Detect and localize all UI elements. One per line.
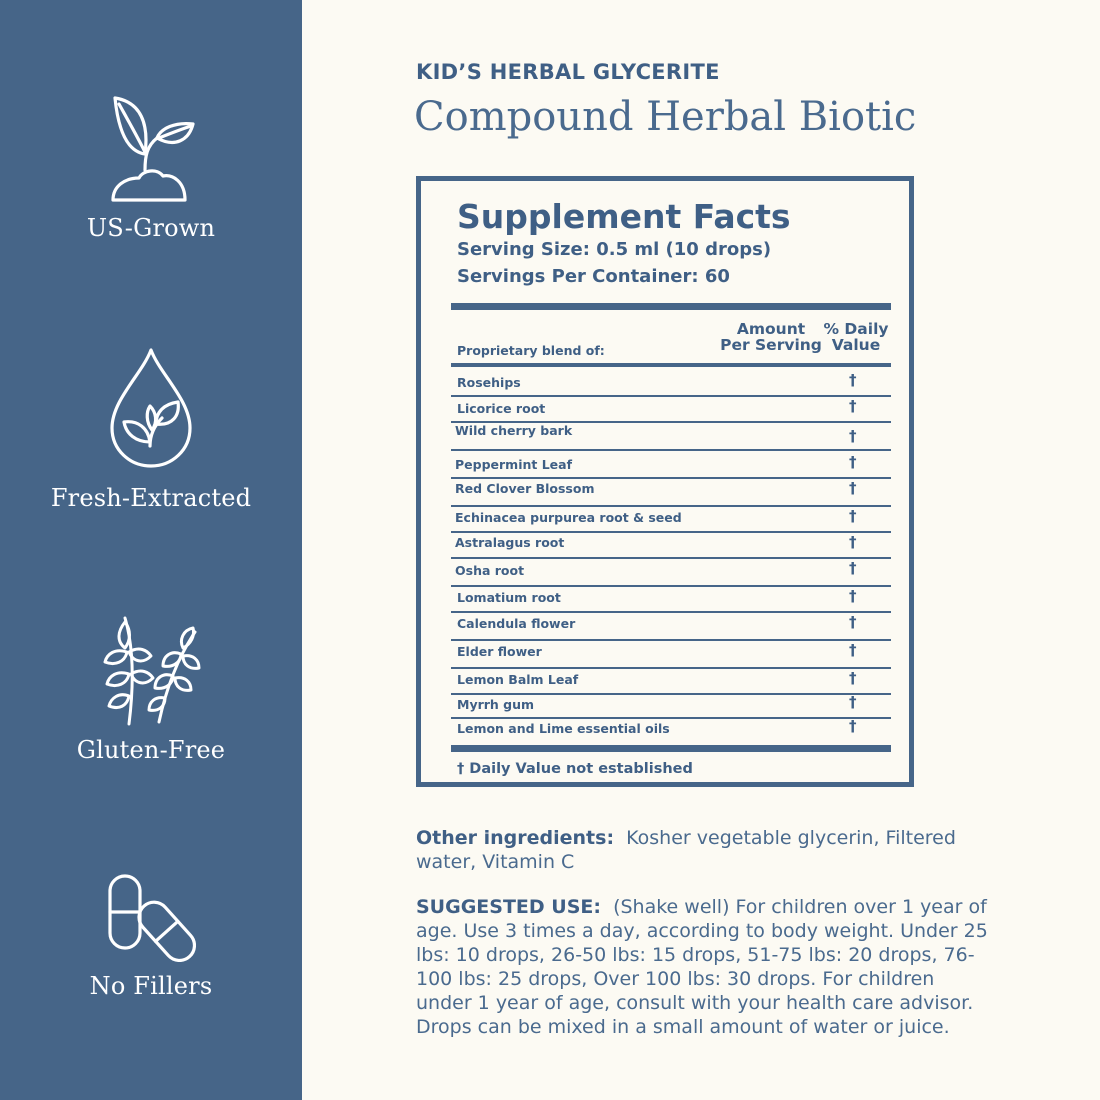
dagger-mark: † (849, 613, 857, 631)
ingredient-name: Licorice root (457, 401, 546, 416)
ingredient-row (451, 395, 891, 423)
ingredient-name: Wild cherry bark (455, 423, 573, 438)
ingredient-name: Calendula flower (457, 616, 576, 631)
amount-header-line2: Per Serving (720, 336, 822, 354)
facts-heading: Supplement Facts (457, 197, 791, 236)
sprout-icon (101, 94, 201, 206)
ingredient-name: Lomatium root (457, 590, 561, 605)
badge-us-grown (0, 94, 302, 242)
badge-label: No Fillers (89, 972, 213, 1000)
ingredient-row (451, 421, 891, 451)
daily-value-footnote: † Daily Value not established (457, 761, 693, 777)
badge-label: Gluten-Free (76, 736, 226, 764)
ingredient-row (451, 669, 891, 695)
ingredient-row (451, 533, 891, 559)
other-ingredients-text: Kosher vegetable glycerin, Filtered water, Vitamin C (416, 827, 956, 873)
daily-value-header-line1: % Daily (823, 320, 889, 338)
blend-label: Proprietary blend of: (457, 343, 605, 358)
dagger-mark: † (849, 479, 857, 497)
dagger-mark: † (849, 371, 857, 389)
dagger-mark: † (849, 559, 857, 577)
other-ingredients-label: Other ingredients: (416, 827, 615, 849)
ingredient-name: Elder flower (457, 644, 542, 659)
sidebar (0, 0, 302, 1100)
ingredient-name: Lemon Balm Leaf (457, 672, 579, 687)
dagger-mark: † (849, 693, 857, 711)
ingredient-row (451, 559, 891, 587)
ingredient-name: Rosehips (457, 375, 521, 390)
ingredient-name: Red Clover Blossom (455, 481, 595, 496)
servings-per-container: Servings Per Container: 60 (457, 266, 730, 287)
ingredient-row (451, 479, 891, 507)
dagger-mark: † (849, 587, 857, 605)
suggested-use-text: (Shake well) For children over 1 year of age. Use 3 times a day, according to body weight. Under 25 lbs: 10 drops, 26-50 lbs: 15 drops, 51-75 lbs: 20 drops, 76-100 lbs: 25 drops, Over 100 lbs: 30 drops. For children under 1 year of age, consult with your health care advisor. Drops can be mixed in a small amount of water or juice. (416, 896, 988, 1038)
main-content (302, 0, 1100, 1100)
other-ingredients (416, 826, 1006, 874)
dagger-mark: † (849, 533, 857, 551)
ingredient-row (451, 641, 891, 669)
product-title: Compound Herbal Biotic (414, 94, 917, 140)
badge-label: Fresh-Extracted (50, 484, 252, 512)
badge-label: US-Grown (86, 214, 216, 242)
suggested-use-label: SUGGESTED USE: (416, 896, 601, 918)
product-eyebrow: KID’S HERBAL GLYCERITE (416, 60, 720, 84)
ingredient-row (451, 451, 891, 479)
thick-divider (451, 303, 891, 310)
dagger-mark: † (849, 641, 857, 659)
ingredient-name: Lemon and Lime essential oils (457, 721, 670, 736)
ingredient-name: Astralagus root (455, 535, 565, 550)
ingredient-row (451, 613, 891, 641)
supplement-facts-panel (416, 176, 914, 787)
dagger-mark: † (849, 397, 857, 415)
ingredient-row (451, 587, 891, 613)
dagger-mark: † (849, 507, 857, 525)
dagger-mark: † (849, 427, 857, 445)
dagger-mark: † (849, 669, 857, 687)
amount-header (711, 321, 831, 353)
daily-value-header (816, 321, 896, 353)
drop-leaf-icon (106, 346, 196, 470)
ingredient-name: Osha root (455, 563, 525, 578)
medium-divider (451, 363, 891, 367)
badge-fresh-extracted (0, 346, 302, 512)
ingredient-name: Echinacea purpurea root & seed (455, 510, 682, 525)
suggested-use (416, 895, 996, 1039)
capsule-icon (106, 872, 196, 962)
amount-header-line1: Amount (736, 320, 806, 338)
ingredient-row (451, 719, 891, 743)
ingredient-row (451, 695, 891, 719)
serving-size: Serving Size: 0.5 ml (10 drops) (457, 239, 772, 260)
bottom-divider (451, 745, 891, 752)
ingredient-name: Peppermint Leaf (455, 457, 573, 472)
badge-no-fillers (0, 872, 302, 1000)
ingredient-name: Myrrh gum (457, 697, 535, 712)
dagger-mark: † (849, 453, 857, 471)
ingredient-row (451, 507, 891, 533)
dagger-mark: † (849, 717, 857, 735)
ingredient-row (451, 369, 891, 397)
daily-value-header-line2: Value (831, 336, 881, 354)
badge-gluten-free (0, 612, 302, 764)
wheat-icon (99, 612, 203, 728)
